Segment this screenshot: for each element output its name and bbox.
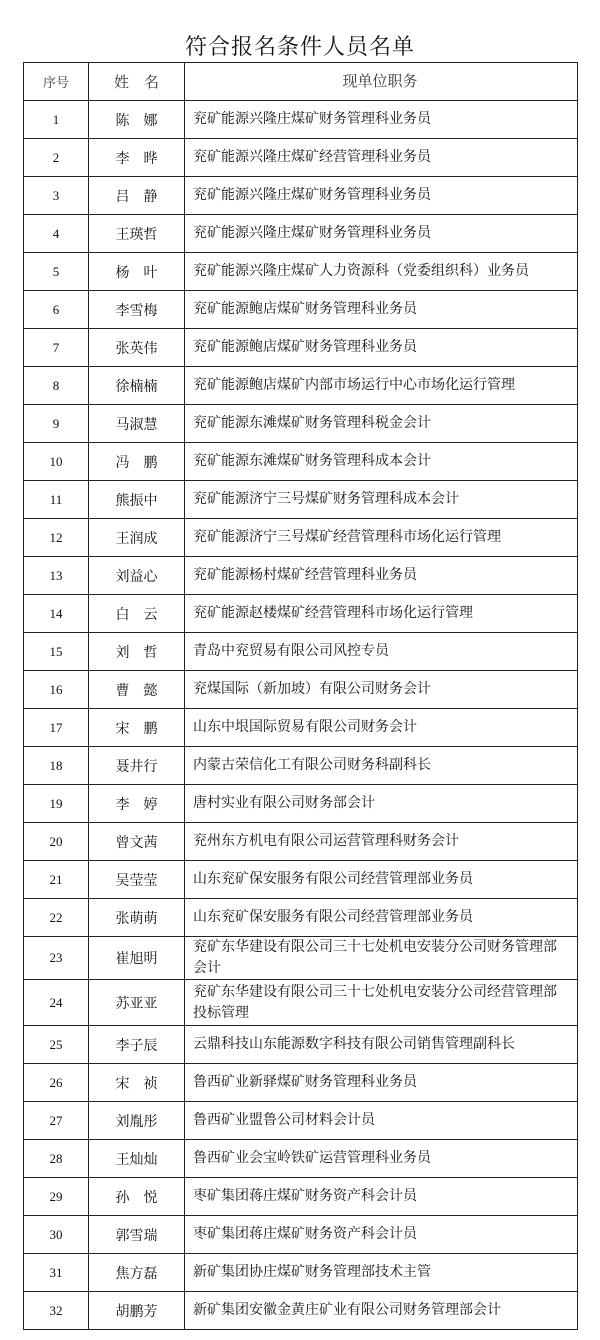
row-number: 5 [24, 253, 89, 291]
table-row [24, 785, 578, 823]
row-name: 白 云 [89, 595, 185, 633]
table-row [24, 1254, 578, 1292]
row-position: 兖矿能源济宁三号煤矿经营管理科市场化运行管理 [185, 519, 578, 557]
row-number: 21 [24, 861, 89, 899]
row-position: 兖矿能源东滩煤矿财务管理科成本会计 [185, 443, 578, 481]
row-position: 唐村实业有限公司财务部会计 [185, 785, 578, 823]
row-number: 3 [24, 177, 89, 215]
row-number: 31 [24, 1254, 89, 1292]
row-number: 18 [24, 747, 89, 785]
row-position: 新矿集团协庄煤矿财务管理部技术主管 [185, 1254, 578, 1292]
row-name: 刘 哲 [89, 633, 185, 671]
row-position: 兖矿能源杨村煤矿经营管理科业务员 [185, 557, 578, 595]
row-name: 杨 叶 [89, 253, 185, 291]
row-number: 30 [24, 1216, 89, 1254]
table-row [24, 633, 578, 671]
row-position: 兖矿能源兴隆庄煤矿财务管理科业务员 [185, 177, 578, 215]
table-row [24, 823, 578, 861]
table-row [24, 481, 578, 519]
row-position: 鲁西矿业会宝岭铁矿运营管理科业务员 [185, 1140, 578, 1178]
table-row [24, 101, 578, 139]
row-name: 徐楠楠 [89, 367, 185, 405]
row-number: 8 [24, 367, 89, 405]
table-row [24, 1292, 578, 1330]
row-position: 山东中垠国际贸易有限公司财务会计 [185, 709, 578, 747]
row-name: 崔旭明 [89, 937, 185, 980]
row-number: 25 [24, 1026, 89, 1064]
row-number: 19 [24, 785, 89, 823]
table-row [24, 519, 578, 557]
row-position: 内蒙古荣信化工有限公司财务科副科长 [185, 747, 578, 785]
row-position: 兖煤国际（新加坡）有限公司财务会计 [185, 671, 578, 709]
table-row [24, 1064, 578, 1102]
row-position: 兖矿东华建设有限公司三十七处机电安装分公司财务管理部会计 [185, 937, 578, 980]
row-name: 李子辰 [89, 1026, 185, 1064]
row-position: 山东兖矿保安服务有限公司经营管理部业务员 [185, 861, 578, 899]
row-number: 6 [24, 291, 89, 329]
row-position: 兖矿能源兴隆庄煤矿经营管理科业务员 [185, 139, 578, 177]
header-name: 姓 名 [89, 63, 185, 101]
row-name: 张英伟 [89, 329, 185, 367]
table-row [24, 1102, 578, 1140]
row-name: 王瑛哲 [89, 215, 185, 253]
header-number: 序号 [24, 63, 89, 101]
table-row [24, 405, 578, 443]
table-row [24, 1026, 578, 1064]
row-name: 焦方磊 [89, 1254, 185, 1292]
header-position: 现单位职务 [185, 63, 578, 101]
row-number: 1 [24, 101, 89, 139]
row-number: 10 [24, 443, 89, 481]
row-number: 23 [24, 937, 89, 980]
table-row [24, 443, 578, 481]
row-name: 郭雪瑞 [89, 1216, 185, 1254]
row-name: 曾文茜 [89, 823, 185, 861]
table-row [24, 253, 578, 291]
row-position: 鲁西矿业盟鲁公司材料会计员 [185, 1102, 578, 1140]
row-name: 熊振中 [89, 481, 185, 519]
table-row [24, 139, 578, 177]
table-row [24, 329, 578, 367]
row-name: 宋 祯 [89, 1064, 185, 1102]
row-name: 李 晔 [89, 139, 185, 177]
row-name: 吴莹莹 [89, 861, 185, 899]
row-number: 26 [24, 1064, 89, 1102]
row-number: 14 [24, 595, 89, 633]
row-name: 吕 静 [89, 177, 185, 215]
row-position: 兖矿能源赵楼煤矿经营管理科市场化运行管理 [185, 595, 578, 633]
table-row [24, 367, 578, 405]
row-number: 20 [24, 823, 89, 861]
row-position: 鲁西矿业新驿煤矿财务管理科业务员 [185, 1064, 578, 1102]
row-name: 苏亚亚 [89, 980, 185, 1026]
row-number: 15 [24, 633, 89, 671]
row-number: 12 [24, 519, 89, 557]
row-position: 兖矿能源兴隆庄煤矿财务管理科业务员 [185, 101, 578, 139]
row-name: 刘益心 [89, 557, 185, 595]
table-row [24, 899, 578, 937]
row-name: 聂井行 [89, 747, 185, 785]
table-row [24, 557, 578, 595]
table-header-row [24, 63, 578, 101]
row-position: 兖矿东华建设有限公司三十七处机电安装分公司经营管理部投标管理 [185, 980, 578, 1026]
row-name: 曹 懿 [89, 671, 185, 709]
table-row [24, 595, 578, 633]
row-number: 2 [24, 139, 89, 177]
row-position: 兖矿能源东滩煤矿财务管理科税金会计 [185, 405, 578, 443]
candidate-table [23, 62, 578, 1330]
row-name: 胡鹏芳 [89, 1292, 185, 1330]
table-row [24, 937, 578, 980]
table-row [24, 671, 578, 709]
row-number: 13 [24, 557, 89, 595]
row-name: 李 婷 [89, 785, 185, 823]
table-row [24, 215, 578, 253]
row-name: 李雪梅 [89, 291, 185, 329]
table-row [24, 177, 578, 215]
row-name: 王润成 [89, 519, 185, 557]
table-row [24, 1178, 578, 1216]
row-number: 7 [24, 329, 89, 367]
row-name: 马淑慧 [89, 405, 185, 443]
row-number: 32 [24, 1292, 89, 1330]
row-position: 枣矿集团蒋庄煤矿财务资产科会计员 [185, 1178, 578, 1216]
row-number: 22 [24, 899, 89, 937]
row-number: 27 [24, 1102, 89, 1140]
table-body [24, 101, 578, 1330]
table-row [24, 1216, 578, 1254]
table-row [24, 291, 578, 329]
row-position: 兖矿能源济宁三号煤矿财务管理科成本会计 [185, 481, 578, 519]
page-title: 符合报名条件人员名单 [184, 35, 415, 60]
row-number: 24 [24, 980, 89, 1026]
row-position: 兖矿能源兴隆庄煤矿人力资源科（党委组织科）业务员 [185, 253, 578, 291]
row-number: 4 [24, 215, 89, 253]
row-name: 孙 悦 [89, 1178, 185, 1216]
row-position: 兖矿能源鲍店煤矿内部市场运行中心市场化运行管理 [185, 367, 578, 405]
row-position: 兖矿能源鲍店煤矿财务管理科业务员 [185, 291, 578, 329]
row-number: 28 [24, 1140, 89, 1178]
row-number: 29 [24, 1178, 89, 1216]
table-row [24, 1140, 578, 1178]
table-row [24, 709, 578, 747]
row-name: 王灿灿 [89, 1140, 185, 1178]
row-position: 山东兖矿保安服务有限公司经营管理部业务员 [185, 899, 578, 937]
row-name: 宋 鹏 [89, 709, 185, 747]
row-position: 兖矿能源兴隆庄煤矿财务管理科业务员 [185, 215, 578, 253]
row-number: 9 [24, 405, 89, 443]
row-position: 新矿集团安徽金黄庄矿业有限公司财务管理部会计 [185, 1292, 578, 1330]
row-number: 17 [24, 709, 89, 747]
row-position: 青岛中兖贸易有限公司风控专员 [185, 633, 578, 671]
row-number: 16 [24, 671, 89, 709]
row-position: 兖州东方机电有限公司运营管理科财务会计 [185, 823, 578, 861]
row-position: 云鼎科技山东能源数字科技有限公司销售管理副科长 [185, 1026, 578, 1064]
row-name: 刘胤彤 [89, 1102, 185, 1140]
table-row [24, 861, 578, 899]
row-name: 陈 娜 [89, 101, 185, 139]
row-position: 兖矿能源鲍店煤矿财务管理科业务员 [185, 329, 578, 367]
table-row [24, 747, 578, 785]
row-position: 枣矿集团蒋庄煤矿财务资产科会计员 [185, 1216, 578, 1254]
table-row [24, 980, 578, 1026]
row-name: 冯 鹏 [89, 443, 185, 481]
row-name: 张萌萌 [89, 899, 185, 937]
row-number: 11 [24, 481, 89, 519]
